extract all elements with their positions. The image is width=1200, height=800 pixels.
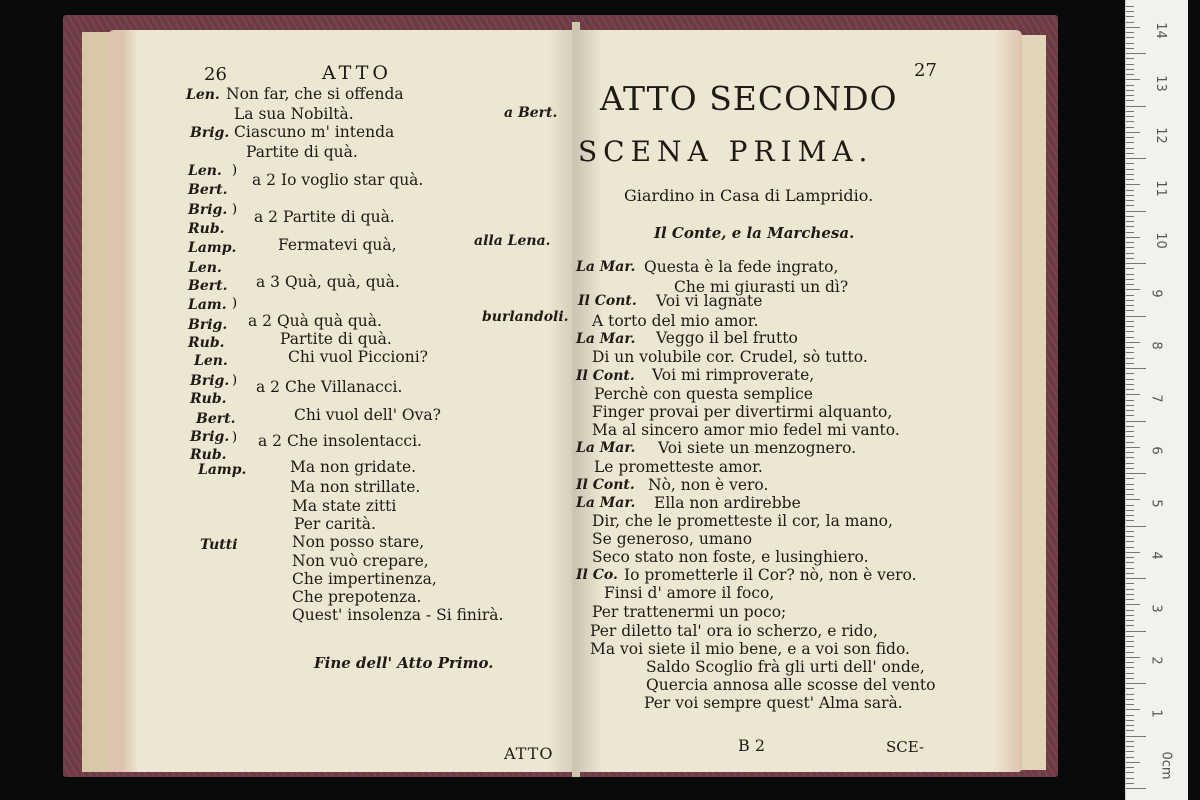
ruler-minor-tick: [1126, 326, 1134, 327]
ruler-minor-tick: [1126, 310, 1134, 311]
ruler-minor-tick: [1126, 757, 1134, 758]
ruler-minor-tick: [1126, 195, 1134, 196]
ruler-minor-tick: [1126, 725, 1134, 726]
ruler-minor-tick: [1126, 253, 1134, 254]
ruler-minor-tick: [1126, 778, 1134, 779]
ruler-minor-tick: [1126, 457, 1134, 458]
signature-mark: B 2: [738, 736, 766, 755]
ruler-label: 6: [1148, 446, 1164, 455]
ruler-minor-tick: [1126, 268, 1134, 269]
ruler-minor-tick: [1126, 32, 1134, 33]
speaker: La Mar.: [576, 331, 636, 347]
ruler-minor-tick: [1126, 573, 1134, 574]
speaker: Bert.: [188, 278, 228, 294]
ruler-minor-tick: [1126, 751, 1134, 752]
ruler-minor-tick: [1126, 541, 1134, 542]
speaker: Rub.: [190, 391, 227, 407]
left-page: [108, 30, 578, 772]
ruler-minor-tick: [1126, 179, 1134, 180]
ruler-label: 8: [1148, 341, 1164, 350]
ruler-minor-tick: [1126, 142, 1134, 143]
ruler-minor-tick: [1126, 709, 1140, 710]
verse-line: Per diletto tal' ora io scherzo, e rido,: [590, 622, 878, 640]
speaker: Rub.: [190, 447, 227, 463]
verse-line: Questa è la fede ingrato,: [644, 258, 839, 276]
ruler-label: 7: [1148, 393, 1164, 403]
speaker: Lam.: [188, 297, 227, 313]
ruler-minor-tick: [1126, 279, 1134, 280]
ruler-minor-tick: [1126, 289, 1140, 290]
ruler-minor-tick: [1126, 163, 1134, 164]
verse-line: Finsi d' amore il foco,: [604, 584, 775, 602]
speaker: Tutti: [200, 537, 238, 553]
ruler-minor-tick: [1126, 557, 1134, 558]
ruler-minor-tick: [1126, 226, 1134, 227]
ruler-minor-tick: [1126, 363, 1134, 364]
speaker: Il Co.: [576, 567, 618, 583]
running-head: ATTO: [322, 62, 392, 84]
speaker: La Mar.: [576, 440, 636, 456]
speaker: Len.: [194, 353, 228, 369]
ruler-minor-tick: [1126, 184, 1140, 185]
ruler-minor-tick: [1126, 610, 1134, 611]
ruler-minor-tick: [1126, 358, 1134, 359]
ruler-minor-tick: [1126, 520, 1134, 521]
speaker: Bert.: [196, 411, 236, 427]
ruler-label: 2: [1148, 656, 1164, 665]
ruler-minor-tick: [1126, 410, 1134, 411]
ruler-minor-tick: [1126, 27, 1140, 28]
ruler-minor-tick: [1126, 148, 1134, 149]
speaker: Rub.: [188, 221, 225, 237]
verse-line: Nò, non è vero.: [648, 476, 769, 494]
ruler-minor-tick: [1126, 237, 1140, 238]
ruler-minor-tick: [1126, 604, 1140, 605]
ruler-major-tick: [1126, 106, 1146, 107]
ruler-minor-tick: [1126, 373, 1134, 374]
ruler-minor-tick: [1126, 468, 1134, 469]
ruler-minor-tick: [1126, 389, 1134, 390]
ruler-minor-tick: [1126, 11, 1134, 12]
speaker: Len.: [186, 87, 220, 103]
ruler-major-tick: [1126, 368, 1146, 369]
ruler-minor-tick: [1126, 678, 1134, 679]
verse-line: Ma state zitti: [292, 497, 397, 515]
ruler-minor-tick: [1126, 484, 1134, 485]
catchword: SCE-: [886, 738, 925, 756]
ruler-label: 10: [1152, 232, 1168, 249]
ruler-minor-tick: [1126, 767, 1134, 768]
ruler-minor-tick: [1126, 137, 1134, 138]
ruler-minor-tick: [1126, 64, 1134, 65]
ruler-minor-tick: [1126, 772, 1134, 773]
ruler-minor-tick: [1126, 704, 1134, 705]
character-list: Il Conte, e la Marchesa.: [654, 224, 855, 242]
ruler-minor-tick: [1126, 583, 1134, 584]
ruler-major-tick: [1126, 473, 1146, 474]
ruler-minor-tick: [1126, 6, 1134, 7]
verse-line: Saldo Scoglio frà gli urti dell' onde,: [646, 658, 925, 676]
ruler-minor-tick: [1126, 337, 1134, 338]
verse-line: Le prometteste amor.: [594, 458, 763, 476]
ruler-minor-tick: [1126, 379, 1134, 380]
ruler-minor-tick: [1126, 258, 1134, 259]
verse-line: Per trattenermi un poco;: [592, 603, 787, 621]
ruler-minor-tick: [1126, 452, 1134, 453]
verse-line: A torto del mio amor.: [592, 312, 759, 330]
ruler-minor-tick: [1126, 394, 1140, 395]
ruler-label: 12: [1152, 127, 1168, 144]
ruler-label: 3: [1148, 603, 1164, 613]
ruler-minor-tick: [1126, 100, 1134, 101]
ruler-minor-tick: [1126, 447, 1140, 448]
verse-line: Io prometterle il Cor? nò, non è vero.: [624, 566, 917, 584]
verse-line: Se generoso, umano: [592, 530, 753, 548]
ruler-minor-tick: [1126, 400, 1134, 401]
ruler-minor-tick: [1126, 216, 1134, 217]
ruler-minor-tick: [1126, 615, 1134, 616]
speaker: La Mar.: [576, 259, 636, 275]
ruler-minor-tick: [1126, 58, 1134, 59]
ruler-minor-tick: [1126, 667, 1134, 668]
ruler-minor-tick: [1126, 242, 1134, 243]
verse-line: a 2 Che Villanacci.: [256, 378, 403, 396]
ruler-minor-tick: [1126, 426, 1134, 427]
ruler-label: 11: [1152, 179, 1168, 197]
verse-line: Chi vuol Piccioni?: [288, 348, 428, 366]
ruler-minor-tick: [1126, 515, 1134, 516]
speaker: Il Cont.: [576, 368, 635, 384]
ruler-minor-tick: [1126, 221, 1134, 222]
ruler-label: 13: [1152, 74, 1168, 92]
verse-line: Per carità.: [294, 515, 376, 533]
speaker: Il Cont.: [578, 293, 637, 309]
brace: ): [232, 373, 238, 388]
ruler-minor-tick: [1126, 599, 1134, 600]
ruler-minor-tick: [1126, 620, 1134, 621]
ruler-minor-tick: [1126, 463, 1134, 464]
verse-line: Voi vi lagnate: [656, 292, 763, 310]
verse-line: Ma non gridate.: [290, 458, 417, 476]
verse-line: Partite di quà.: [280, 330, 392, 348]
ruler-major-tick: [1126, 158, 1146, 159]
ruler-minor-tick: [1126, 69, 1134, 70]
right-page: [574, 30, 1022, 772]
ruler-minor-tick: [1126, 384, 1134, 385]
ruler-minor-tick: [1126, 673, 1134, 674]
verse-line: a 2 Io voglio star quà.: [252, 171, 424, 189]
verse-line: Che prepotenza.: [292, 588, 422, 606]
verse-line: Ma voi siete il mio bene, e a voi son fido.: [590, 640, 910, 658]
verse-line: Di un volubile cor. Crudel, sò tutto.: [592, 348, 868, 366]
speaker: Rub.: [188, 335, 225, 351]
ruler-minor-tick: [1126, 321, 1134, 322]
ruler-minor-tick: [1126, 205, 1134, 206]
speaker: Il Cont.: [576, 477, 635, 493]
ruler-minor-tick: [1126, 347, 1134, 348]
verse-line: Che impertinenza,: [292, 570, 437, 588]
ruler-minor-tick: [1126, 132, 1140, 133]
speaker: Brig.: [190, 429, 230, 445]
ruler-minor-tick: [1126, 494, 1134, 495]
speaker: Len.: [188, 260, 222, 276]
verse-line: La sua Nobiltà.: [234, 105, 354, 123]
ruler-minor-tick: [1126, 405, 1134, 406]
ruler-minor-tick: [1126, 762, 1140, 763]
verse-line: Non posso stare,: [292, 533, 425, 551]
ruler-minor-tick: [1126, 442, 1134, 443]
ruler-minor-tick: [1126, 688, 1134, 689]
ruler-minor-tick: [1126, 499, 1140, 500]
end-of-act-note: Fine dell' Atto Primo.: [314, 654, 494, 672]
brace: ): [232, 296, 238, 311]
ruler-minor-tick: [1126, 415, 1134, 416]
verse-line: Chi vuol dell' Ova?: [294, 406, 441, 424]
ruler-minor-tick: [1126, 295, 1134, 296]
speaker: Brig.: [188, 202, 228, 218]
ruler-major-tick: [1126, 683, 1146, 684]
ruler-minor-tick: [1126, 85, 1134, 86]
verse-line: Ma non strillate.: [290, 478, 421, 496]
ruler-minor-tick: [1126, 127, 1134, 128]
scene-title: SCENA PRIMA.: [578, 135, 874, 168]
verse-line: Voi siete un menzognero.: [658, 439, 857, 457]
ruler-minor-tick: [1126, 331, 1134, 332]
ruler-minor-tick: [1126, 95, 1134, 96]
ruler-minor-tick: [1126, 16, 1134, 17]
ruler-minor-tick: [1126, 510, 1134, 511]
ruler-minor-tick: [1126, 662, 1134, 663]
ruler-minor-tick: [1126, 48, 1134, 49]
ruler-major-tick: [1126, 263, 1146, 264]
ruler-major-tick: [1126, 736, 1146, 737]
act-title: ATTO SECONDO: [600, 79, 898, 118]
ruler-minor-tick: [1126, 568, 1134, 569]
verse-line: Voi mi rimproverate,: [652, 366, 815, 384]
ruler-label: 5: [1148, 498, 1164, 508]
ruler-minor-tick: [1126, 730, 1134, 731]
ruler-minor-tick: [1126, 594, 1134, 595]
verse-line: a 3 Quà, quà, quà.: [256, 273, 400, 291]
ruler-minor-tick: [1126, 274, 1134, 275]
ruler-minor-tick: [1126, 111, 1134, 112]
verse-line: Finger provai per divertirmi alquanto,: [592, 403, 893, 421]
ruler-label: 1: [1148, 708, 1164, 718]
ruler-minor-tick: [1126, 652, 1134, 653]
ruler-minor-tick: [1126, 720, 1134, 721]
ruler-minor-tick: [1126, 232, 1134, 233]
ruler-minor-tick: [1126, 715, 1134, 716]
speaker: Len.: [188, 163, 222, 179]
ruler-minor-tick: [1126, 190, 1134, 191]
verse-line: Ella non ardirebbe: [654, 494, 801, 512]
verse-line: Dir, che le prometteste il cor, la mano,: [592, 512, 893, 530]
ruler-minor-tick: [1126, 431, 1134, 432]
measurement-ruler: [1125, 0, 1188, 800]
ruler-major-tick: [1126, 53, 1146, 54]
verse-line: a 2 Partite di quà.: [254, 208, 395, 226]
ruler-minor-tick: [1126, 22, 1134, 23]
scene-setting: Giardino in Casa di Lampridio.: [624, 186, 874, 205]
ruler-minor-tick: [1126, 536, 1134, 537]
ruler-major-tick: [1126, 421, 1146, 422]
ruler-minor-tick: [1126, 547, 1134, 548]
ruler-minor-tick: [1126, 478, 1134, 479]
verse-line: Per voi sempre quest' Alma sarà.: [644, 694, 903, 712]
ruler-label: 4: [1148, 551, 1164, 560]
speaker: Lamp.: [198, 462, 247, 478]
ruler-minor-tick: [1126, 531, 1134, 532]
verse-line: Non far, che si offenda: [226, 85, 404, 103]
ruler-minor-tick: [1126, 90, 1134, 91]
ruler-label: 0cm: [1158, 751, 1174, 780]
ruler-minor-tick: [1126, 37, 1134, 38]
ruler-major-tick: [1126, 631, 1146, 632]
ruler-major-tick: [1126, 578, 1146, 579]
ruler-minor-tick: [1126, 694, 1134, 695]
verse-line: Quercia annosa alle scosse del vento: [646, 676, 936, 694]
ruler-label: 14: [1152, 22, 1168, 39]
verse-line: Quest' insolenza - Si finirà.: [292, 606, 504, 624]
ruler-minor-tick: [1126, 699, 1134, 700]
ruler-minor-tick: [1126, 116, 1134, 117]
ruler-minor-tick: [1126, 79, 1140, 80]
ruler-major-tick: [1126, 526, 1146, 527]
catchword: ATTO: [504, 744, 554, 763]
verse-line: Partite di quà.: [246, 143, 358, 161]
ruler-minor-tick: [1126, 641, 1134, 642]
ruler-major-tick: [1126, 211, 1146, 212]
verse-line: Fermatevi quà,: [278, 236, 397, 254]
brace: ): [232, 430, 238, 445]
ruler-minor-tick: [1126, 552, 1140, 553]
ruler-minor-tick: [1126, 43, 1134, 44]
verse-line: Ma al sincero amor mio fedel mi vanto.: [592, 421, 900, 439]
verse-line: Ciascuno m' intenda: [234, 123, 395, 141]
verse-line: Seco stato non foste, e lusinghiero.: [592, 548, 869, 566]
ruler-minor-tick: [1126, 305, 1134, 306]
stage-direction: a Bert.: [504, 105, 558, 121]
stage-direction: burlandoli.: [482, 309, 569, 325]
ruler-minor-tick: [1126, 169, 1134, 170]
ruler-minor-tick: [1126, 589, 1134, 590]
verse-line: Veggo il bel frutto: [656, 329, 798, 347]
ruler-minor-tick: [1126, 74, 1134, 75]
brace: ): [232, 202, 238, 217]
ruler-minor-tick: [1126, 342, 1140, 343]
verse-line: a 2 Che insolentacci.: [258, 432, 422, 450]
verse-line: Che mi giurasti un dì?: [674, 278, 849, 296]
ruler-major-tick: [1126, 788, 1146, 789]
speaker: Brig.: [190, 373, 230, 389]
ruler-minor-tick: [1126, 746, 1134, 747]
ruler-minor-tick: [1126, 200, 1134, 201]
ruler-minor-tick: [1126, 636, 1134, 637]
ruler-major-tick: [1126, 316, 1146, 317]
ruler-minor-tick: [1126, 436, 1134, 437]
speaker: Brig.: [190, 125, 230, 141]
page-number: 26: [204, 64, 227, 85]
ruler-minor-tick: [1126, 174, 1134, 175]
speaker: Lamp.: [188, 240, 237, 256]
ruler-minor-tick: [1126, 121, 1134, 122]
ruler-minor-tick: [1126, 489, 1134, 490]
verse-line: Perchè con questa semplice: [594, 385, 813, 403]
ruler-minor-tick: [1126, 625, 1134, 626]
verse-line: a 2 Quà quà quà.: [248, 312, 382, 330]
speaker: La Mar.: [576, 495, 636, 511]
stage-direction: alla Lena.: [474, 233, 551, 249]
ruler-minor-tick: [1126, 153, 1134, 154]
ruler-minor-tick: [1126, 284, 1134, 285]
ruler-minor-tick: [1126, 300, 1134, 301]
page-number: 27: [914, 60, 937, 81]
ruler-minor-tick: [1126, 562, 1134, 563]
ruler-minor-tick: [1126, 646, 1134, 647]
ruler-minor-tick: [1126, 352, 1134, 353]
ruler-minor-tick: [1126, 741, 1134, 742]
speaker: Bert.: [188, 182, 228, 198]
ruler-minor-tick: [1126, 657, 1140, 658]
ruler-minor-tick: [1126, 783, 1134, 784]
ruler-label: 9: [1148, 288, 1164, 298]
ruler-minor-tick: [1126, 505, 1134, 506]
brace: ): [232, 163, 238, 178]
ruler-minor-tick: [1126, 247, 1134, 248]
speaker: Brig.: [188, 317, 228, 333]
verse-line: Non vuò crepare,: [292, 552, 429, 570]
